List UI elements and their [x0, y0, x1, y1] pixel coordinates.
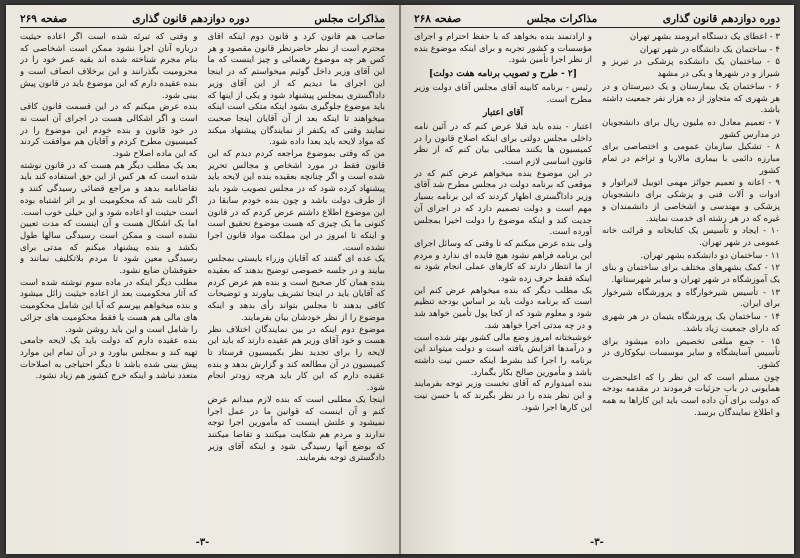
paragraph: یک مطلب دیگر که بنده میخواهم عرض کنم این است که برنامه دولت باید بر اساس بودجه تنظیم شود و معلوم شود که از کجا پول تأمین خواهد شد و در چه مدتی اجرا خواهد شد. [414, 285, 592, 331]
paragraph: اعتبار - بنده باید قبلا عرض کنم که در آئین نامه داخلی مجلس دولتی برای اینکه اصلاح قانون را در کمیسیون ها بکنند مطالبی بیان کنم که از نظر قانون اساسی لازم است. [414, 121, 592, 168]
paragraph: بعد یک مطلب دیگر هم هست که در قانون نوشته شده است که هر کس از این حق استفاده کند باید تقاضانامه بدهد و مراجع قضائی رسیدگی کنند و اگر ثابت شد که محکومیت او بر اثر اشتباه بوده است حیثیت او اعاده شود و این خیلی خوب است. [20, 160, 198, 218]
paragraph: و ارادتمند بنده بخواهد که با حفظ احترام و اجرای مؤسسات و کشور تجربه و برای اینکه موضوع بنده از نظر اجرا تأمین شود. [414, 32, 592, 66]
paragraph: بنده امیدوارم که آقای نخست وزیر توجه بفرمایند و این نظر بنده را در نظر بگیرند که با حسن نیت این کارها اجرا شود. [414, 379, 592, 413]
paragraph: من که وقتی بموضوع مراجعه کردم دیدم که این قانون فقط در مورد اشخاص و مجالس تحریر شده است و اگر چنانچه بعقیده بنده این لایحه باید پیشنهاد کرده شود که در مجلس تصویب شود باید از طرف دولت باشد و چون بنده خودم سابقا در این موضوع اطلاع داشتم عرض کردم که در قانون کنونی ما یک چیزی که هست موضوع تحقیق است و اینکه تا امروز در این مملکت مواد قانون اجرا نشده است. [207, 149, 385, 253]
list-item: ۳ - اعطای یک دستگاه آبرومند بشهر تهران [629, 32, 780, 42]
book-gutter [399, 5, 401, 554]
list-item: ۸ - تشکیل سازمان عمومی و اختصاصی برای مبارزه دائمی با بیماری مالاریا و تراخم در تمام کشور [602, 142, 780, 176]
paragraph: موضوع دوم اینکه در بین نمایندگان اختلاف نظر هست و خود آقای وزیر هم عقیده دارند که باید این لایحه را برای تجدید نظر بکمیسیون فرستاد تا کمیسیون در آن مطالعه کند و گزارش بدهد و بنده عقیده دارم که این کار باید هرچه زودتر انجام شود. [207, 324, 385, 394]
paragraph: بنده عرض میکنم که در این قسمت قانون کافی است و اگر اشکالی هست در اجرای آن است نه در خود قانون و بنده خودم این موضوع را در کمیسیون مطرح کردم و آقایان هم موافقت کردند که این ماده اصلاح شود. [20, 102, 198, 160]
list-item: ۱۲ - کمک بشهرهای مختلف برای ساختمان و بنای یک آموزشگاه در شهر تهران و سایر شهرستانها. [602, 263, 780, 286]
chair-statement: رئیس - برنامه کابینه آقای مجلس آقای دولت وزیر مطرح است. [414, 82, 592, 105]
list-item: ۱۵ - جمع مبلغی تخصیص داده میشود برای تأسیس آسایشگاه و سایر موسسات نیکوکاری در کشور. [602, 336, 780, 370]
list-item: ۵ - ساختمان یک دانشکده پزشکی در تبریز و شیراز و در شهرها و یکی در مشهد [602, 57, 780, 80]
list-item: ۷ - تعمیم معادل ده ملیون ریال برای دانشجویان در مدارس کشور [602, 117, 780, 140]
left-page-header [20, 13, 385, 28]
list-item: ۶ - ساختمان یک بیمارستان و یک دبیرستان و در هر شهری که متجاوز از ده هزار نفر جمعیت داشته باشد. [602, 81, 780, 116]
paragraph: خوشبختانه امروز وضع مالی کشور بهتر شده است و درآمدها افزایش یافته است و دولت میتواند این برنامه را اجرا کند بشرط اینکه حسن نیت داشته باشد و مأمورین صالح بکار بگمارد. [414, 332, 592, 378]
paragraph: بنده عقیده دارم که دولت باید یک لایحه جامعی تهیه کند و بمجلس بیاورد و در آن تمام این موارد پیش بینی شده باشد تا دیگر احتیاجی به اصلاحات متعدد نباشد و اینکه خرج کشور هم زیاد نشود. [20, 336, 198, 382]
paragraph: صاحب هم قانون کرد و قانون دوم اینکه آقای محترم است از نظر حاضرنظر قانون مقصود و هر کس هر چه موضوع رهنمائی و چیز اینست که ما این آقای وزیر داخل گوئیم میخواستم که در اینجا این اجرای ما دیدیم که از این آقای وزیر داداگستری بمجلس پیشنهاد شود و یکی از اینها که باید موضوع جلوگیری بشود اینکه متکی است اینکه میخواهند تا اینکه بعد از آن آقایان اینجا صحبت نمایند وقتی که یکنفر از نمایندگان پیشنهاد میکند که مواد لایحه باید بعدا داده شود. [207, 32, 385, 148]
list-item: ۱۴ - ساختمان یک پرورشگاه یتیمان در هر شهری که دارای جمعیت زیاد باشد. [602, 312, 780, 334]
paragraph: اما یک اشکال هست و آن اینست که مدت تعیین نشده است و ممکن است رسیدگی سالها طول بکشد و بنده پیشنهاد میکنم که مدتی برای رسیدگی معین شود تا مردم بلاتکلیف نمانند و حقوقشان ضایع نشود. [20, 219, 198, 277]
left-page [6, 5, 400, 554]
paragraph: در این موضوع بنده میخواهم عرض کنم که در موقعی که برنامه دولت در مجلس مطرح شد آقای وزیر داداگستری اظهار کردند که این برنامه بسیار مهم است و دولت تصمیم دارد که در اجرای آن جدیت کند و اینکه موضوع را دولت اخیرا بمجلس آورده است. [414, 168, 592, 238]
right-page [400, 5, 794, 554]
paragraph: مطلب دیگر اینکه در ماده سوم نوشته شده است که آثار محکومیت بعد از اعاده حیثیت زائل میشود و بنده میخواهم بپرسم که آیا این شامل محکومیت های مالی هم هست یا فقط محکومیت های جزائی را شامل است و این باید روشن شود. [20, 277, 198, 335]
list-item: ۱۱ - ساختمان دو دانشکده بشهر تهران. [640, 250, 780, 261]
left-page-footer: -۳- [195, 537, 210, 548]
left-header-title-right: مذاکرات مجلس [314, 13, 385, 25]
left-page-left-column [20, 32, 198, 542]
right-page-footer: -۳- [590, 537, 604, 548]
right-page-header [414, 13, 780, 28]
right-header-title: مذاکرات مجلس [526, 13, 598, 25]
right-page-right-column [602, 32, 780, 542]
book-spread [6, 5, 794, 554]
list-item: ۴ - ساختمان یک دانشگاه در شهر تهران [639, 44, 780, 55]
paragraph: و وقتی که تبرئه شده است اگر اعاده حیثیت درباره آنان اجرا نشود ممکن است اشخاصی که بنام مجرم شناخته شده اند بقیه عمر خود را در محرومیت بگذرانند و این برخلاف انصاف است و بنده عقیده دارم که این موضوع باید در قانون پیش بینی شود. [20, 32, 198, 101]
right-page-left-column [414, 32, 592, 542]
right-header-page-number: صفحه ۲۶۸ [414, 13, 462, 25]
list-item: ۹ - اعانه و تعمیم جوائز مهمی اتوبیل لابراتوار و ادوات و آلات فنی و پزشکی برای دانشجویان پزشکی و مهندسی و اشخاصی از دانشمندان و غیره که در هر رشته ای خدمت نمایند. [602, 178, 780, 224]
right-header-session: دوره دوازدهم قانون گذاری [662, 13, 780, 25]
list-item: ۱۰ - ایجاد و تأسیس یک کتابخانه و قرائت خانه عمومی در شهر تهران. [602, 226, 780, 248]
left-header-session: دوره دوازدهم قانون گذاری [132, 13, 250, 25]
paragraph: ولی بنده عرض میکنم که تا وقتی که وسائل اجرای این برنامه فراهم نشود هیچ فایده ای ندارد و مردم از ما انتظار دارند که کارهای عملی انجام شود نه اینکه فقط حرف زده شود. [414, 238, 592, 285]
list-item: ۱۳ - تأسیس شیرخوارگاه و پرورشگاه شیرخوار برای ایران. [602, 287, 780, 310]
paragraph: اینجا یک مطلبی است که بنده لازم میدانم عرض کنم و آن اینست که قوانین ما در عمل اجرا نمیشود و علتش اینست که مأمورین اجرا توجه ندارند و مردم هم شکایت میکنند و تقاضا میکنند که بوضع آنها رسیدگی شود و اینکه آقای وزیر دادگستری توجه بفرمایند. [207, 394, 385, 464]
section-heading: [۲ - طرح و تصویب برنامه هفت دولت] [428, 69, 578, 80]
paragraph: یک عده ای گفتند که آقایان وزراء بایستی بمجلس بیایند و در جلسه خصوصی توضیح بدهند که بعقیده بنده همان کار صحیح است و بنده هم عرض کردم که آقایان باید در اینجا تشریف بیاورند و توضیحات کافی بدهند تا مجلس بتواند رأی بدهد و اینکه موضوع را از نظر خودشان بیان بفرمایند. [207, 254, 385, 323]
left-page-right-column [208, 32, 386, 542]
paragraph: چون مسلم است که این نظر را که اعلیحضرت همایونی در باب جزئیات فرمودند در مقدمه بودجه که دولت برای آن داده است باید این کاراها به همه و اطلاع نمایندگان برسد. [602, 372, 780, 418]
right-page-columns [414, 32, 780, 542]
left-header-page-number: صفحه ۲۶۹ [20, 13, 68, 25]
speaker-name: آقای اعتبار [482, 108, 524, 119]
left-page-columns [20, 32, 385, 542]
